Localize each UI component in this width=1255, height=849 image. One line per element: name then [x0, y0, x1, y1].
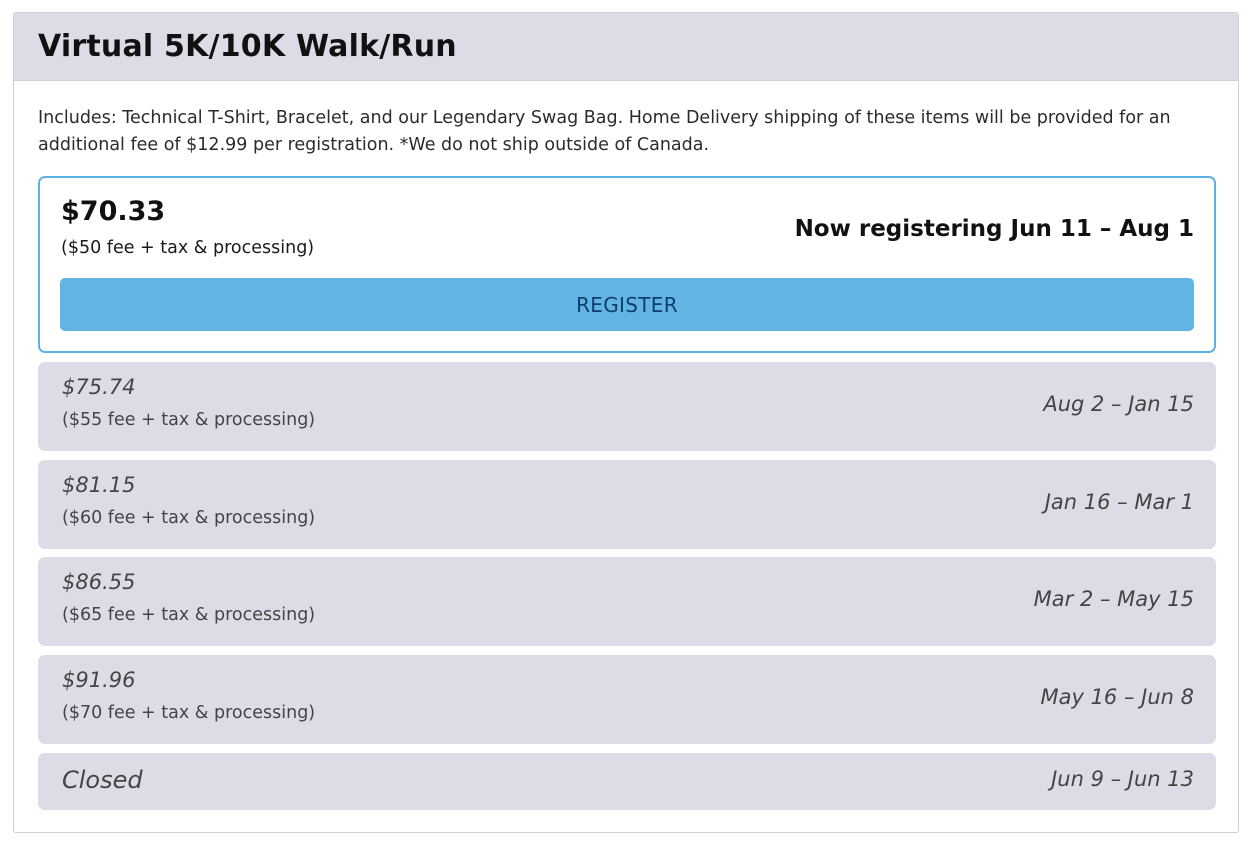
current-price: $70.33	[61, 196, 166, 227]
tier-date-window: Mar 2 – May 15	[1033, 587, 1194, 611]
price-tier-2	[38, 460, 1216, 549]
tier-price: $75.74	[62, 375, 136, 399]
price-tier-1	[38, 362, 1216, 451]
tier-price: $86.55	[62, 570, 136, 594]
event-description: Includes: Technical T-Shirt, Bracelet, and our Legendary Swag Bag. Home Delivery shipping of these items will be provided for an additional fee of $12.99 per registration. *We do not ship outside of Canada.	[38, 108, 1171, 155]
tier-fee-breakdown: ($55 fee + tax & processing)	[62, 410, 316, 430]
price-tier-closed	[38, 753, 1216, 810]
tier-date-window: Jan 16 – Mar 1	[1044, 490, 1194, 514]
registration-card	[13, 12, 1239, 833]
current-fee-breakdown: ($50 fee + tax & processing)	[61, 238, 315, 258]
tier-status-closed: Closed	[62, 766, 143, 794]
current-price-tier	[38, 176, 1216, 353]
current-registration-window: Now registering Jun 11 – Aug 1	[794, 216, 1194, 242]
register-button[interactable]: REGISTER	[60, 278, 1194, 331]
event-title: Virtual 5K/10K Walk/Run	[38, 29, 457, 64]
price-tier-4	[38, 655, 1216, 744]
price-tier-3	[38, 557, 1216, 646]
card-header	[14, 13, 1238, 81]
tier-price: $81.15	[62, 473, 136, 497]
tier-price: $91.96	[62, 668, 136, 692]
tier-date-window: Jun 9 – Jun 13	[1051, 767, 1194, 791]
tier-date-window: May 16 – Jun 8	[1040, 685, 1194, 709]
tier-date-window: Aug 2 – Jan 15	[1043, 392, 1194, 416]
tier-fee-breakdown: ($70 fee + tax & processing)	[62, 703, 316, 723]
tier-fee-breakdown: ($60 fee + tax & processing)	[62, 508, 316, 528]
tier-fee-breakdown: ($65 fee + tax & processing)	[62, 605, 316, 625]
